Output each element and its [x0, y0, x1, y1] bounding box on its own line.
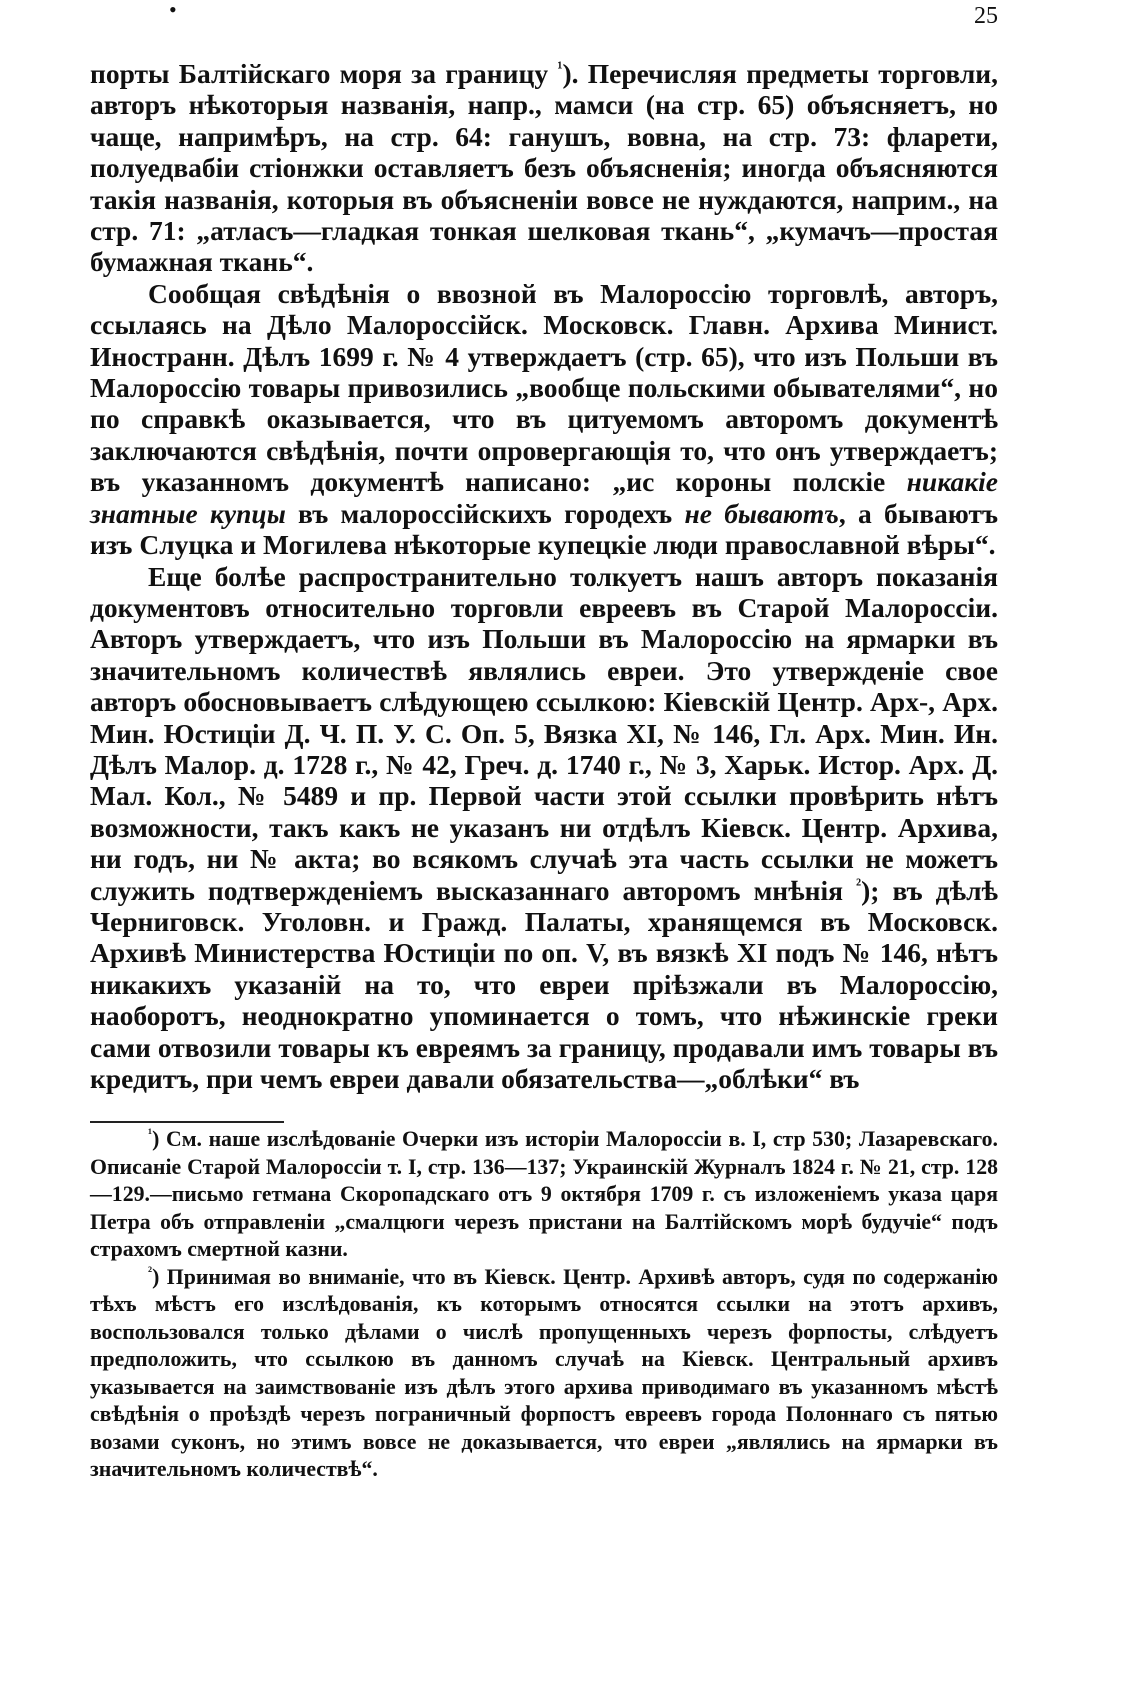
- stray-dot-mark: •: [169, 0, 177, 22]
- footnote-ref-1: ¹: [557, 57, 563, 77]
- footnote-1-text: ) См. наше изслѣдованіе Очерки изъ исторіи Малороссіи в. I, стр 530; Лазаревскаго. Описаніе Старой Малороссіи т. I, стр. 136—137; Украинскій Журналъ 1824 г. № 21, стр. 128—129.—письмо гетмана Скоропадскаго отъ 9 октября 1709 г. съ изложеніемъ указа царя Петра объ отправленіи „смалцюги черезъ пристани на Балтійскомъ морѣ будучіе“ подъ страхомъ смертной казни.: [90, 1127, 998, 1261]
- footnote-ref-2: ²: [856, 874, 862, 894]
- footnote-2-text: ) Принимая во вниманіе, что въ Кіевск. Центр. Архивѣ авторъ, судя по содержанію тѣхъ мѣстъ его изслѣдованія, къ которымъ относятся ссылки на этотъ архивъ, воспользовался только дѣлами о числѣ пропущенныхъ черезъ форпосты, слѣдуетъ предположить, что ссылкою въ данномъ случаѣ на Кіевск. Центральный архивъ указывается на заимствованіе изъ дѣлъ этого архива приводимаго въ указанномъ мѣстѣ свѣдѣнія о проѣздѣ черезъ пограничный форпостъ евреевъ города Полоннаго съ пятью возами суконъ, но этимъ вовсе не доказывается, что евреи „являлись на ярмарки въ значительномъ количествѣ“.: [90, 1264, 998, 1481]
- paragraph-3: [90, 561, 998, 1095]
- paragraph-2-italic-2: не бываютъ: [684, 497, 839, 529]
- paragraph-1: [90, 58, 998, 278]
- paragraph-2-italic-1: никакіе знатные купцы: [90, 466, 998, 529]
- paragraph-1-text-a: порты Балтійскаго моря за границу: [90, 58, 558, 89]
- paragraph-2-text-c: , а бываютъ изъ Слуцка и Могилева нѣкоторые купецкіе люди православной вѣры“.: [90, 497, 998, 561]
- footnote-1: [90, 1126, 998, 1264]
- footnote-2-mark: ²: [148, 1263, 153, 1279]
- paragraph-3-text-a: Еще болѣе распространительно толкуетъ нашъ авторъ показанія документовъ относительно торговли евреевъ въ Старой Малороссіи. Авторъ утверждаетъ, что изъ Польши въ Малороссію на ярмарки въ значительномъ количествѣ являлись евреи. Это утвержденіе свое авторъ обосновываетъ слѣдующею ссылкою: Кіевскій Центр. Арх-, Арх. Мин. Юстиціи Д. Ч. П. У. С. Оп. 5, Вязка XI, № 146, Гл. Арх. Мин. Ин. Дѣлъ Малор. д. 1728 г., № 42, Греч. д. 1740 г., № 3, Харьк. Истор. Арх. Д. Мал. Кол., № 5489 и пр. Первой части этой ссылки провѣрить нѣтъ возможности, такъ какъ не указанъ ни отдѣлъ Кіевск. Центр. Архива, ни годъ, ни № акта; во всякомъ случаѣ эта часть ссылки не можетъ служить подтвержденіемъ высказаннаго авторомъ мнѣнія: [90, 560, 998, 906]
- footnote-2: [90, 1264, 998, 1484]
- footnote-divider: [90, 1121, 284, 1123]
- main-text: [90, 58, 998, 1094]
- paragraph-3-text-b: ); въ дѣлѣ Черниговск. Уголовн. и Гражд. Палаты, хранящемся въ Московск. Архивѣ Министерства Юстиціи по оп. V, въ вязкѣ XI подъ № 146, нѣтъ никакихъ указаній на то, что евреи пріѣзжали въ Малороссію, наоборотъ, неоднократно упоминается о томъ, что нѣжинскіе греки сами отвозили товары къ евреямъ за границу, продавали имъ товары въ кредитъ, при чемъ евреи давали обязательства—„облѣки“ въ: [90, 874, 998, 1094]
- footnotes: [90, 1126, 998, 1484]
- paragraph-2-text-a: Сообщая свѣдѣнія о ввозной въ Малороссію торговлѣ, авторъ, ссылаясь на Дѣло Малороссійск. Московск. Главн. Архива Минист. Иностранн. Дѣлъ 1699 г. № 4 утверждаетъ (стр. 65), что изъ Польши въ Малороссію товары привозились „вообще польскими обывателями“, но по справкѣ оказывается, что въ цитуемомъ авторомъ документѣ заключаются свѣдѣнія, почти опровергающія то, что онъ утверждаетъ; въ указанномъ документѣ написано: „ис короны полскіе: [90, 277, 998, 498]
- footnote-1-mark: ¹: [148, 1125, 153, 1141]
- paragraph-1-text-b: ). Перечисляя предметы торговли, авторъ нѣкоторыя названія, напр., мамси (на стр. 65) объясняетъ, но чаще, напримѣръ, на стр. 64: ганушъ, вовна, на стр. 73: фларети, полуедвабіи стіонжки оставляетъ безъ объясненія; иногда объясняются такія названія, которыя въ объясненіи вовсе не нуждаются, наприм., на стр. 71: „атласъ—гладкая тонкая шелковая ткань“, „кумачъ—простая бумажная ткань“.: [90, 58, 998, 278]
- paragraph-2: [90, 278, 998, 561]
- page-number: 25: [974, 3, 998, 29]
- paragraph-2-text-b: въ малороссійскихъ городехъ: [285, 497, 685, 529]
